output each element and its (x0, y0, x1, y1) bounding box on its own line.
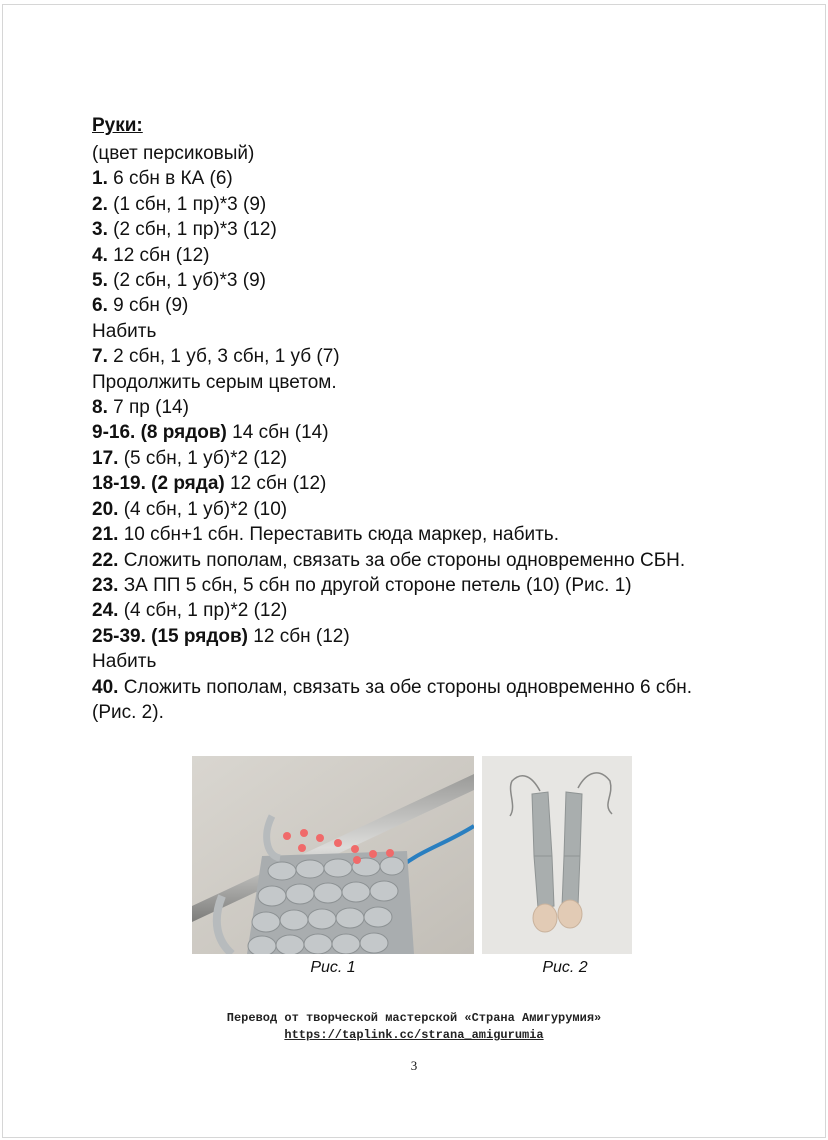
instruction-line (92, 649, 732, 674)
section-heading: Руки: (92, 115, 143, 136)
instruction-text: (4 сбн, 1 уб)*2 (10) (118, 498, 288, 520)
instruction-text: (4 сбн, 1 пр)*2 (12) (118, 600, 288, 622)
crochet-closeup-image (192, 756, 474, 954)
instruction-line (92, 243, 732, 268)
row-number: 9-16. (92, 422, 136, 444)
instruction-line (92, 370, 732, 395)
instruction-line (92, 522, 732, 547)
figure-2-caption: Рис. 2 (542, 959, 588, 976)
instruction-line (92, 548, 732, 573)
instruction-line (92, 268, 732, 293)
instruction-line (92, 395, 732, 420)
instruction-text: 10 сбн+1 сбн. Переставить сюда маркер, набить. (118, 524, 559, 546)
instruction-line (92, 344, 732, 369)
footer-credit: Перевод от творческой мастерской «Страна Амигурумия» (226, 1011, 602, 1025)
instruction-line (92, 319, 732, 344)
figure-2-photo (482, 756, 632, 954)
pattern-instructions (92, 141, 732, 725)
instruction-line (92, 675, 732, 726)
row-count: (8 рядов) (135, 422, 227, 444)
instruction-text: Сложить пополам, связать за обе стороны одновременно 6 сбн. (Рис. 2). (92, 676, 692, 723)
crocheted-arms-image (482, 756, 632, 954)
instruction-text: Набить (92, 320, 157, 342)
row-number: 8. (92, 397, 108, 419)
instruction-text: 7 пр (14) (107, 397, 189, 419)
row-number: 24. (92, 600, 119, 622)
instruction-line (92, 420, 732, 445)
instruction-text: 9 сбн (9) (107, 295, 189, 317)
instruction-line (92, 293, 732, 318)
instruction-text: (2 сбн, 1 уб)*3 (9) (107, 270, 266, 292)
row-count: (2 ряда) (145, 473, 225, 495)
instruction-line (92, 166, 732, 191)
row-number: 17. (92, 447, 119, 469)
instruction-line (92, 192, 732, 217)
row-number: 1. (92, 168, 108, 190)
footer-link[interactable]: https://taplink.cc/strana_amigurumia (284, 1028, 544, 1042)
instruction-text: 14 сбн (14) (226, 422, 329, 444)
instruction-text: Набить (92, 651, 157, 673)
row-number: 3. (92, 219, 108, 241)
row-number: 7. (92, 346, 108, 368)
page-number: 3 (410, 1058, 418, 1073)
figure-1-photo (192, 756, 474, 954)
instruction-text: 12 сбн (12) (224, 473, 327, 495)
row-number: 6. (92, 295, 108, 317)
instruction-text: Продолжить серым цветом. (92, 371, 337, 393)
row-count: (15 рядов) (145, 625, 249, 647)
row-number: 18-19. (92, 473, 146, 495)
instruction-text: 12 сбн (12) (248, 625, 350, 647)
row-number: 23. (92, 574, 119, 596)
instruction-line (92, 217, 732, 242)
row-number: 25-39. (92, 625, 146, 647)
instruction-text: (1 сбн, 1 пр)*3 (9) (107, 193, 267, 215)
instruction-line (92, 497, 732, 522)
instruction-line (92, 446, 732, 471)
row-number: 22. (92, 549, 119, 571)
instruction-text: 12 сбн (12) (107, 244, 210, 266)
instruction-text: Сложить пополам, связать за обе стороны одновременно СБН. (118, 549, 686, 571)
instruction-text: (2 сбн, 1 пр)*3 (12) (107, 219, 277, 241)
instruction-text: (5 сбн, 1 уб)*2 (12) (118, 447, 288, 469)
row-number: 21. (92, 524, 119, 546)
row-number: 2. (92, 193, 108, 215)
instruction-line (92, 598, 732, 623)
instruction-text: ЗА ПП 5 сбн, 5 сбн по другой стороне петель (10) (Рис. 1) (118, 574, 632, 596)
instruction-line (92, 471, 732, 496)
instruction-line (92, 141, 732, 166)
figure-1-caption: Рис. 1 (310, 959, 356, 976)
row-number: 40. (92, 676, 119, 698)
row-number: 4. (92, 244, 108, 266)
instruction-text: 2 сбн, 1 уб, 3 сбн, 1 уб (7) (107, 346, 340, 368)
row-number: 5. (92, 270, 108, 292)
instruction-line (92, 624, 732, 649)
instruction-text: (цвет персиковый) (92, 143, 255, 164)
instruction-text: 6 сбн в КА (6) (107, 168, 233, 190)
row-number: 20. (92, 498, 119, 520)
instruction-line (92, 573, 732, 598)
